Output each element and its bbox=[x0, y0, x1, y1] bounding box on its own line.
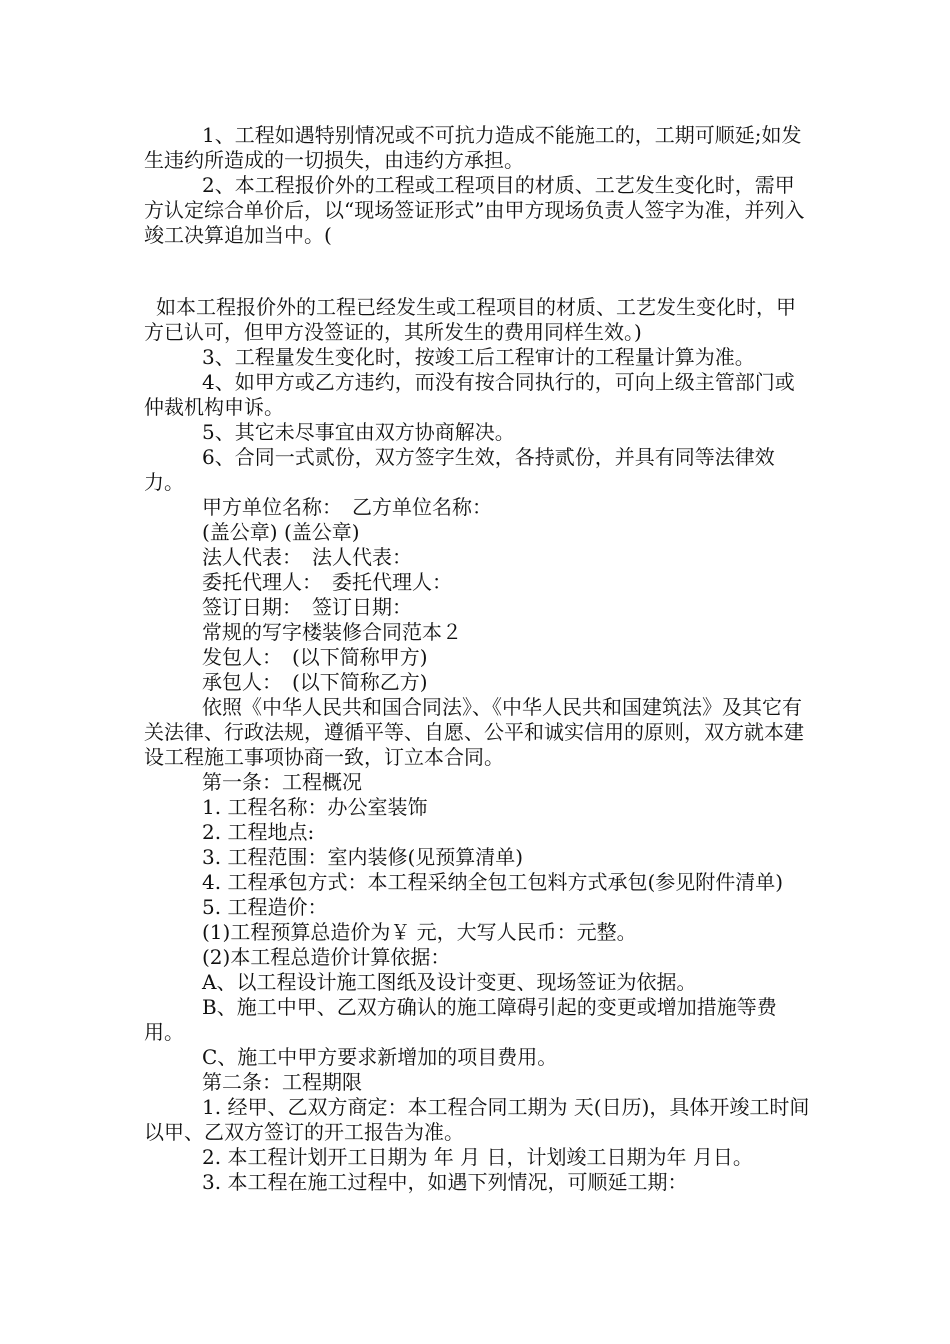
section-title: 常规的写字楼装修合同范本２ bbox=[202, 620, 462, 644]
list-item: C、施工中甲方要求新增加的项目费用。 bbox=[202, 1045, 558, 1069]
list-item: 2. 工程地点: bbox=[202, 820, 315, 844]
paragraph: 6、合同一式贰份，双方签字生效，各持贰份，并具有同等法律效力。 bbox=[144, 445, 775, 494]
list-item: 4. 工程承包方式：本工程采纳全包工包料方式承包(参见附件清单) bbox=[202, 870, 784, 894]
paragraph: 5、其它未尽事宜由双方协商解决。 bbox=[202, 420, 515, 444]
paragraph: 3、工程量发生变化时，按竣工后工程审计的工程量计算为准。 bbox=[202, 345, 755, 369]
list-item: 1. 工程名称：办公室装饰 bbox=[202, 795, 428, 819]
contractor-line: 承包人： (以下简称乙方) bbox=[202, 670, 428, 694]
paragraph: 2、本工程报价外的工程或工程项目的材质、工艺发生变化时，需甲方认定综合单价后，以“现场签证形式”由甲方现场负责人签字为准，并列入竣工决算追加当中。( bbox=[144, 173, 805, 247]
paragraph: 4、如甲方或乙方违约，而没有按合同执行的，可向上级主管部门或仲裁机构申诉。 bbox=[144, 370, 795, 419]
list-item: (2)本工程总造价计算依据： bbox=[202, 945, 451, 969]
signing-date-line: 签订日期： 签订日期： bbox=[202, 595, 412, 619]
list-item: 3. 本工程在施工过程中，如遇下列情况，可顺延工期： bbox=[202, 1170, 688, 1194]
blank-line bbox=[144, 248, 814, 295]
agent-line: 委托代理人： 委托代理人： bbox=[202, 570, 452, 594]
paragraph: 如本工程报价外的工程已经发生或工程项目的材质、工艺发生变化时，甲方已认可，但甲方没签证的，其所发生的费用同样生效。) bbox=[144, 295, 796, 344]
list-item: 1. 经甲、乙双方商定：本工程合同工期为 天(日历)，具体开竣工时间以甲、乙双方签订的开工报告为准。 bbox=[144, 1095, 810, 1144]
employer-line: 发包人： (以下简称甲方) bbox=[202, 645, 428, 669]
article-heading: 第二条：工程期限 bbox=[202, 1070, 362, 1094]
document-body bbox=[144, 123, 814, 1195]
paragraph: 1、工程如遇特别情况或不可抗力造成不能施工的，工期可顺延;如发生违约所造成的一切损失，由违约方承担。 bbox=[144, 123, 802, 172]
paragraph: 依照《中华人民共和国合同法》、《中华人民共和国建筑法》及其它有关法律、行政法规，遵循平等、自愿、公平和诚实信用的原则，双方就本建设工程施工事项协商一致，订立本合同。 bbox=[144, 695, 804, 769]
article-heading: 第一条：工程概况 bbox=[202, 770, 362, 794]
party-a-name-line: 甲方单位名称： 乙方单位名称： bbox=[202, 495, 492, 519]
list-item: (1)工程预算总造价为￥ 元，大写人民币：元整。 bbox=[202, 920, 637, 944]
seal-line: (盖公章) (盖公章) bbox=[202, 520, 360, 544]
list-item: 5. 工程造价： bbox=[202, 895, 328, 919]
list-item: 3. 工程范围：室内装修(见预算清单) bbox=[202, 845, 524, 869]
legal-representative-line: 法人代表： 法人代表： bbox=[202, 545, 412, 569]
list-item: A、以工程设计施工图纸及设计变更、现场签证为依据。 bbox=[202, 970, 697, 994]
list-item: B、施工中甲、乙双方确认的施工障碍引起的变更或增加措施等费用。 bbox=[144, 995, 777, 1044]
list-item: 2. 本工程计划开工日期为 年 月 日，计划竣工日期为年 月日。 bbox=[202, 1145, 753, 1169]
